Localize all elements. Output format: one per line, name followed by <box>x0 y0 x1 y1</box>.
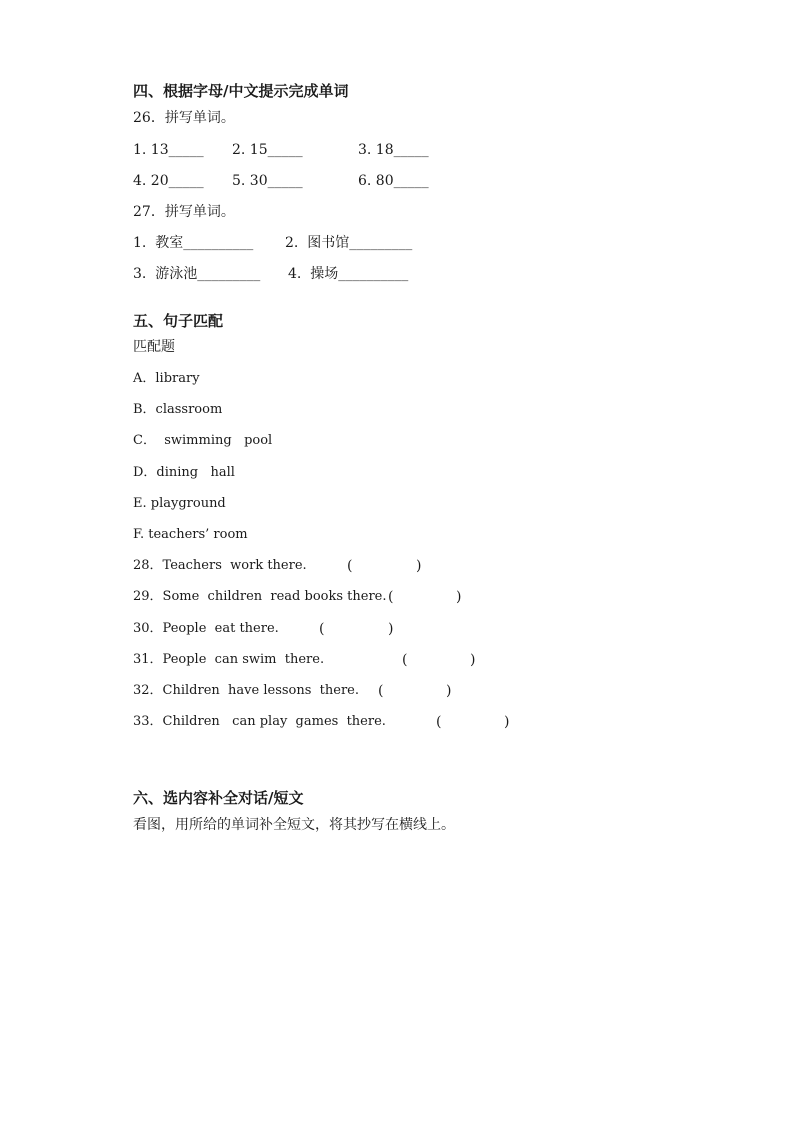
section-6-title: 六、选内容补全对话/短文 <box>133 789 304 807</box>
question-29: 29．Some children read books there. <box>133 589 387 604</box>
question-33: 33．Children can play games there. <box>133 714 386 729</box>
q26-item-6: 6. 80_____ <box>358 173 429 189</box>
option-c: C． swimming pool <box>133 433 273 448</box>
section-5-subtitle: 匹配题 <box>133 339 175 355</box>
q27-prompt: 27．拼写单词。 <box>133 204 235 220</box>
option-e: E. playground <box>133 496 226 511</box>
question-31: 31．People can swim there. <box>133 652 325 667</box>
q29-paren-open: ( <box>388 589 394 605</box>
q27-item-3: 3. 游泳池_________ <box>133 266 261 282</box>
q28-paren-close: ) <box>416 558 422 574</box>
option-d: D．dining hall <box>133 465 235 480</box>
q32-paren-open: ( <box>378 683 384 699</box>
q27-item-1: 1. 教室__________ <box>133 235 254 251</box>
question-28: 28．Teachers work there. <box>133 558 307 573</box>
option-a: A．library <box>133 371 200 386</box>
q26-item-4: 4. 20_____ <box>133 173 204 189</box>
section-5-title: 五、句子匹配 <box>133 312 224 330</box>
question-30: 30．People eat there. <box>133 621 279 636</box>
option-f: F. teachers’ room <box>133 527 248 542</box>
q26-item-3: 3. 18_____ <box>358 142 429 158</box>
q33-paren-close: ) <box>504 714 510 730</box>
q26-item-2: 2. 15_____ <box>232 142 303 158</box>
q27-item-2: 2. 图书馆_________ <box>285 235 413 251</box>
q29-paren-close: ) <box>456 589 462 605</box>
q31-paren-open: ( <box>402 652 408 668</box>
q31-paren-close: ) <box>470 652 476 668</box>
q32-paren-close: ) <box>446 683 452 699</box>
question-32: 32．Children have lessons there. <box>133 683 359 698</box>
q33-paren-open: ( <box>436 714 442 730</box>
q30-paren-open: ( <box>319 621 325 637</box>
option-b: B．classroom <box>133 402 223 417</box>
section-4-title: 四、根据字母/中文提示完成单词 <box>133 82 349 100</box>
section-6-instruction: 看图，用所给的单词补全短文，将其抄写在横线上。 <box>133 817 455 833</box>
q28-paren-open: ( <box>347 558 353 574</box>
q26-prompt: 26．拼写单词。 <box>133 110 235 126</box>
q27-item-4: 4. 操场__________ <box>288 266 409 282</box>
q30-paren-close: ) <box>388 621 394 637</box>
q26-item-1: 1. 13_____ <box>133 142 204 158</box>
q26-item-5: 5. 30_____ <box>232 173 303 189</box>
